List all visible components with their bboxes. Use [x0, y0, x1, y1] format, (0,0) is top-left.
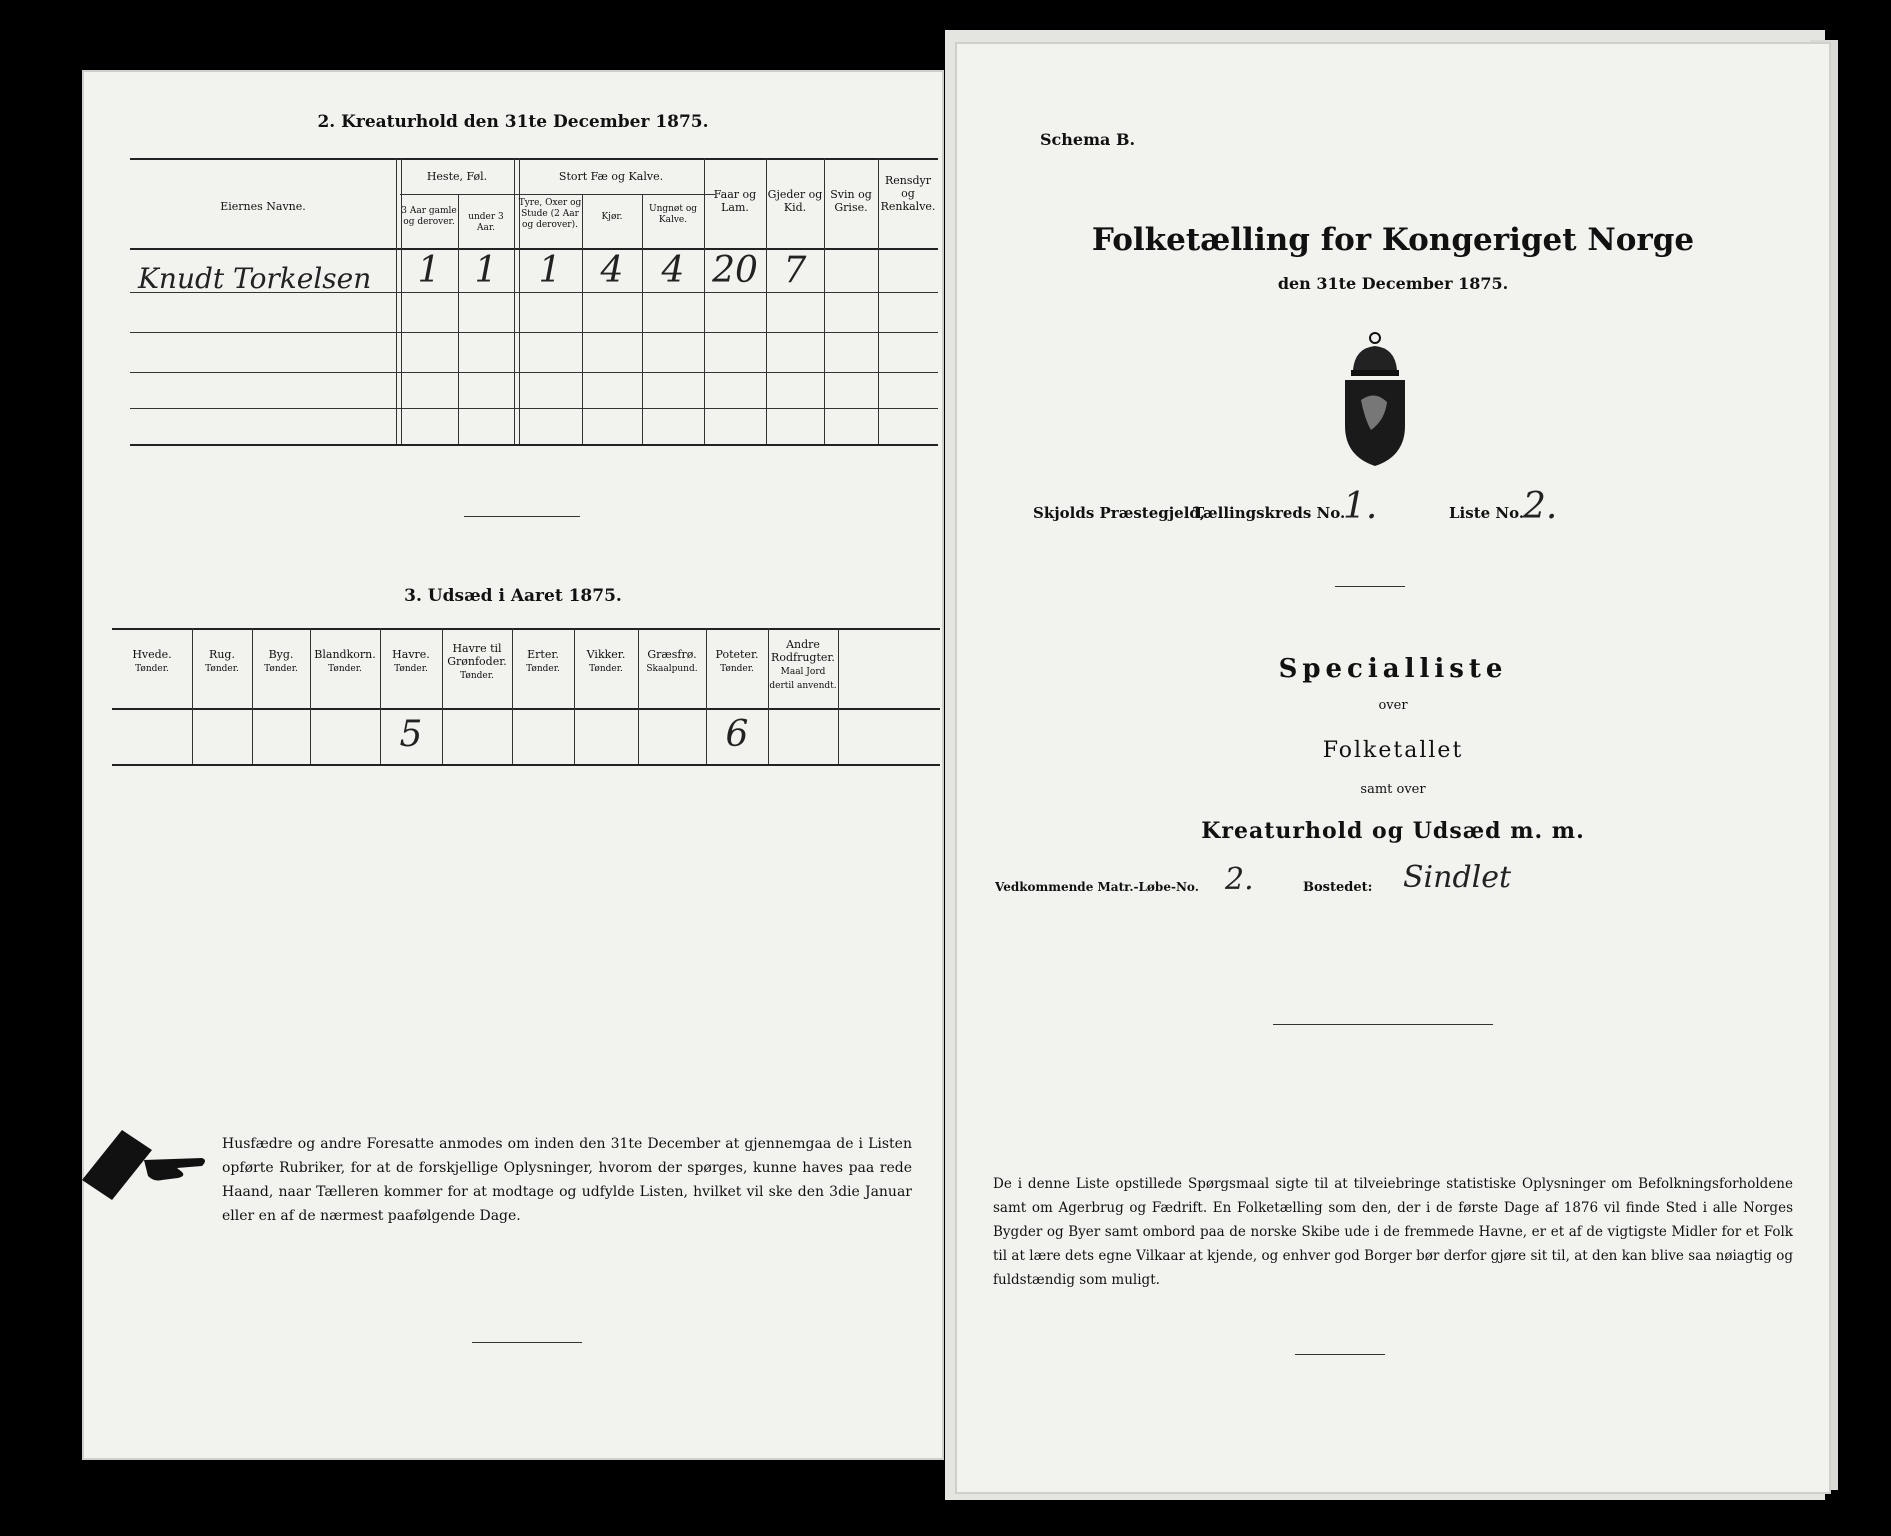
prestegjeld-label: Skjolds Præstegjeld,	[1033, 504, 1206, 522]
divider	[1295, 1354, 1385, 1355]
coat-of-arms-icon	[1335, 330, 1415, 470]
bostedet-value: Sindlet	[1403, 860, 1512, 895]
livestock-cell: 4	[600, 250, 624, 291]
divider	[1273, 1024, 1493, 1025]
seed-header-unit: Tønder.	[328, 664, 362, 674]
samt-over-label: samt over	[1360, 782, 1426, 797]
stort-b-header: Kjør.	[601, 212, 623, 222]
seed-header-unit: Tønder.	[394, 664, 428, 674]
livestock-cell: 1	[474, 250, 498, 291]
svin-header: Svin og Grise.	[830, 188, 872, 214]
seed-header-unit: Tønder.	[135, 664, 169, 674]
seed-header	[768, 638, 838, 692]
liste-value: 2.	[1523, 486, 1558, 527]
seed-header	[706, 648, 768, 675]
seed-header-name: Andre Rodfrugter.	[771, 638, 835, 664]
seed-header	[574, 648, 638, 675]
seed-header-name: Vikker.	[586, 648, 626, 661]
section3-title: 3. Udsæd i Aaret 1875.	[404, 586, 622, 606]
section2-title: 2. Kreaturhold den 31te December 1875.	[317, 112, 709, 132]
seed-header-name: Havre.	[392, 648, 430, 661]
tellingskreds-label: Tællingskreds No.	[1193, 504, 1346, 522]
liste-label: Liste No.	[1449, 504, 1525, 522]
seed-header	[380, 648, 442, 675]
schema-label: Schema B.	[1040, 130, 1136, 149]
heste-b-header: under 3 Aar.	[468, 212, 504, 233]
seed-header	[112, 648, 192, 675]
pointing-hand-icon	[82, 1110, 212, 1200]
divider	[472, 1342, 582, 1343]
right-page	[955, 42, 1831, 1494]
bostedet-label: Bostedet:	[1303, 880, 1373, 895]
seed-header	[442, 642, 512, 682]
heste-header: Heste, Føl.	[426, 170, 488, 183]
seed-cell: 6	[725, 714, 749, 755]
stort-a-header: Tyre, Oxer og Stude (2 Aar og derover).	[518, 198, 582, 230]
folketallet-heading: Folketallet	[1322, 738, 1464, 763]
seed-header	[192, 648, 252, 675]
seed-header-unit: Tønder.	[264, 664, 298, 674]
seed-header-unit: Tønder.	[205, 664, 239, 674]
seed-header-unit: Tønder.	[460, 671, 494, 681]
faar-header: Faar og Lam.	[713, 188, 757, 214]
seed-header-name: Erter.	[527, 648, 559, 661]
left-page	[82, 70, 944, 1460]
seed-header-name: Rug.	[209, 648, 235, 661]
info-paragraph: De i denne Liste opstillede Spørgsmaal sigte til at tilveiebringe statistiske Oplysninger om Befolkningsforholdene samt om Agerbrug og Fædrift. En Folketælling som den, der i de første Dage af 1876 vil finde Sted i alle Norges Bygder og Byer samt ombord paa de norske Skibe ude i de fremmede Havne, er et af de vigtigste Midler for et Folk til at lære dets egne Vilkaar at kjende, og enhver god Borger bør derfor gjøre sit til, at den kan blive saa nøiagtig og fuldstændig som muligt.	[993, 1176, 1793, 1288]
seed-header	[512, 648, 574, 675]
heste-a-header: 3 Aar gamle og derover.	[401, 206, 457, 227]
notice-text: Husfædre og andre Foresatte anmodes om inden den 31te December at gjennemgaa de i Listen opførte Rubriker, for at de forskjellige Oplysninger, hvorom der spørges, kunne haves paa rede Haand, naar Tælleren kommer for at modtage og udfylde Listen, hvilket vil ske den 3die Januar eller en af de nærmest paafølgende Dage.	[222, 1136, 912, 1224]
seed-header	[638, 648, 706, 675]
over-label: over	[1378, 698, 1408, 713]
livestock-cell: 1	[417, 250, 441, 291]
livestock-cell: 4	[661, 250, 685, 291]
seed-header-unit: Maal Jord dertil anvendt.	[769, 667, 837, 691]
census-title: Folketælling for Kongeriget Norge	[1091, 222, 1695, 258]
kreaturhold-heading: Kreaturhold og Udsæd m. m.	[1201, 818, 1585, 844]
seed-header-unit: Skaalpund.	[646, 664, 698, 674]
census-date: den 31te December 1875.	[1277, 274, 1509, 293]
livestock-cell: 20	[712, 250, 758, 291]
seed-header-name: Havre til Grønfoder.	[447, 642, 507, 668]
matr-value: 2.	[1225, 862, 1254, 897]
seed-header-name: Poteter.	[715, 648, 759, 661]
seed-header-name: Hvede.	[132, 648, 172, 661]
stort-header: Stort Fæ og Kalve.	[558, 170, 664, 183]
specialliste-heading: Specialliste	[1278, 654, 1508, 684]
matr-label: Vedkommende Matr.-Løbe-No.	[995, 880, 1199, 894]
stort-c-header: Ungnøt og Kalve.	[648, 204, 697, 225]
seed-header-name: Blandkorn.	[314, 648, 376, 661]
livestock-cell: 1	[538, 250, 562, 291]
rensdyr-header: Rensdyr og Renkalve.	[880, 174, 936, 213]
tellingskreds-value: 1.	[1343, 486, 1378, 527]
seed-header	[252, 648, 310, 675]
seed-header-unit: Tønder.	[526, 664, 560, 674]
seed-header-unit: Tønder.	[589, 664, 623, 674]
divider	[464, 516, 580, 517]
seed-header-name: Græsfrø.	[647, 648, 697, 661]
owner-name: Knudt Torkelsen	[138, 262, 372, 295]
seed-header	[310, 648, 380, 675]
owner-header: Eiernes Navne.	[220, 200, 306, 213]
seed-header-unit: Tønder.	[720, 664, 754, 674]
seed-cell: 5	[399, 714, 423, 755]
divider	[1335, 586, 1405, 587]
seed-header-name: Byg.	[268, 648, 294, 661]
gjeder-header: Gjeder og Kid.	[767, 188, 823, 214]
livestock-cell: 7	[783, 250, 807, 291]
